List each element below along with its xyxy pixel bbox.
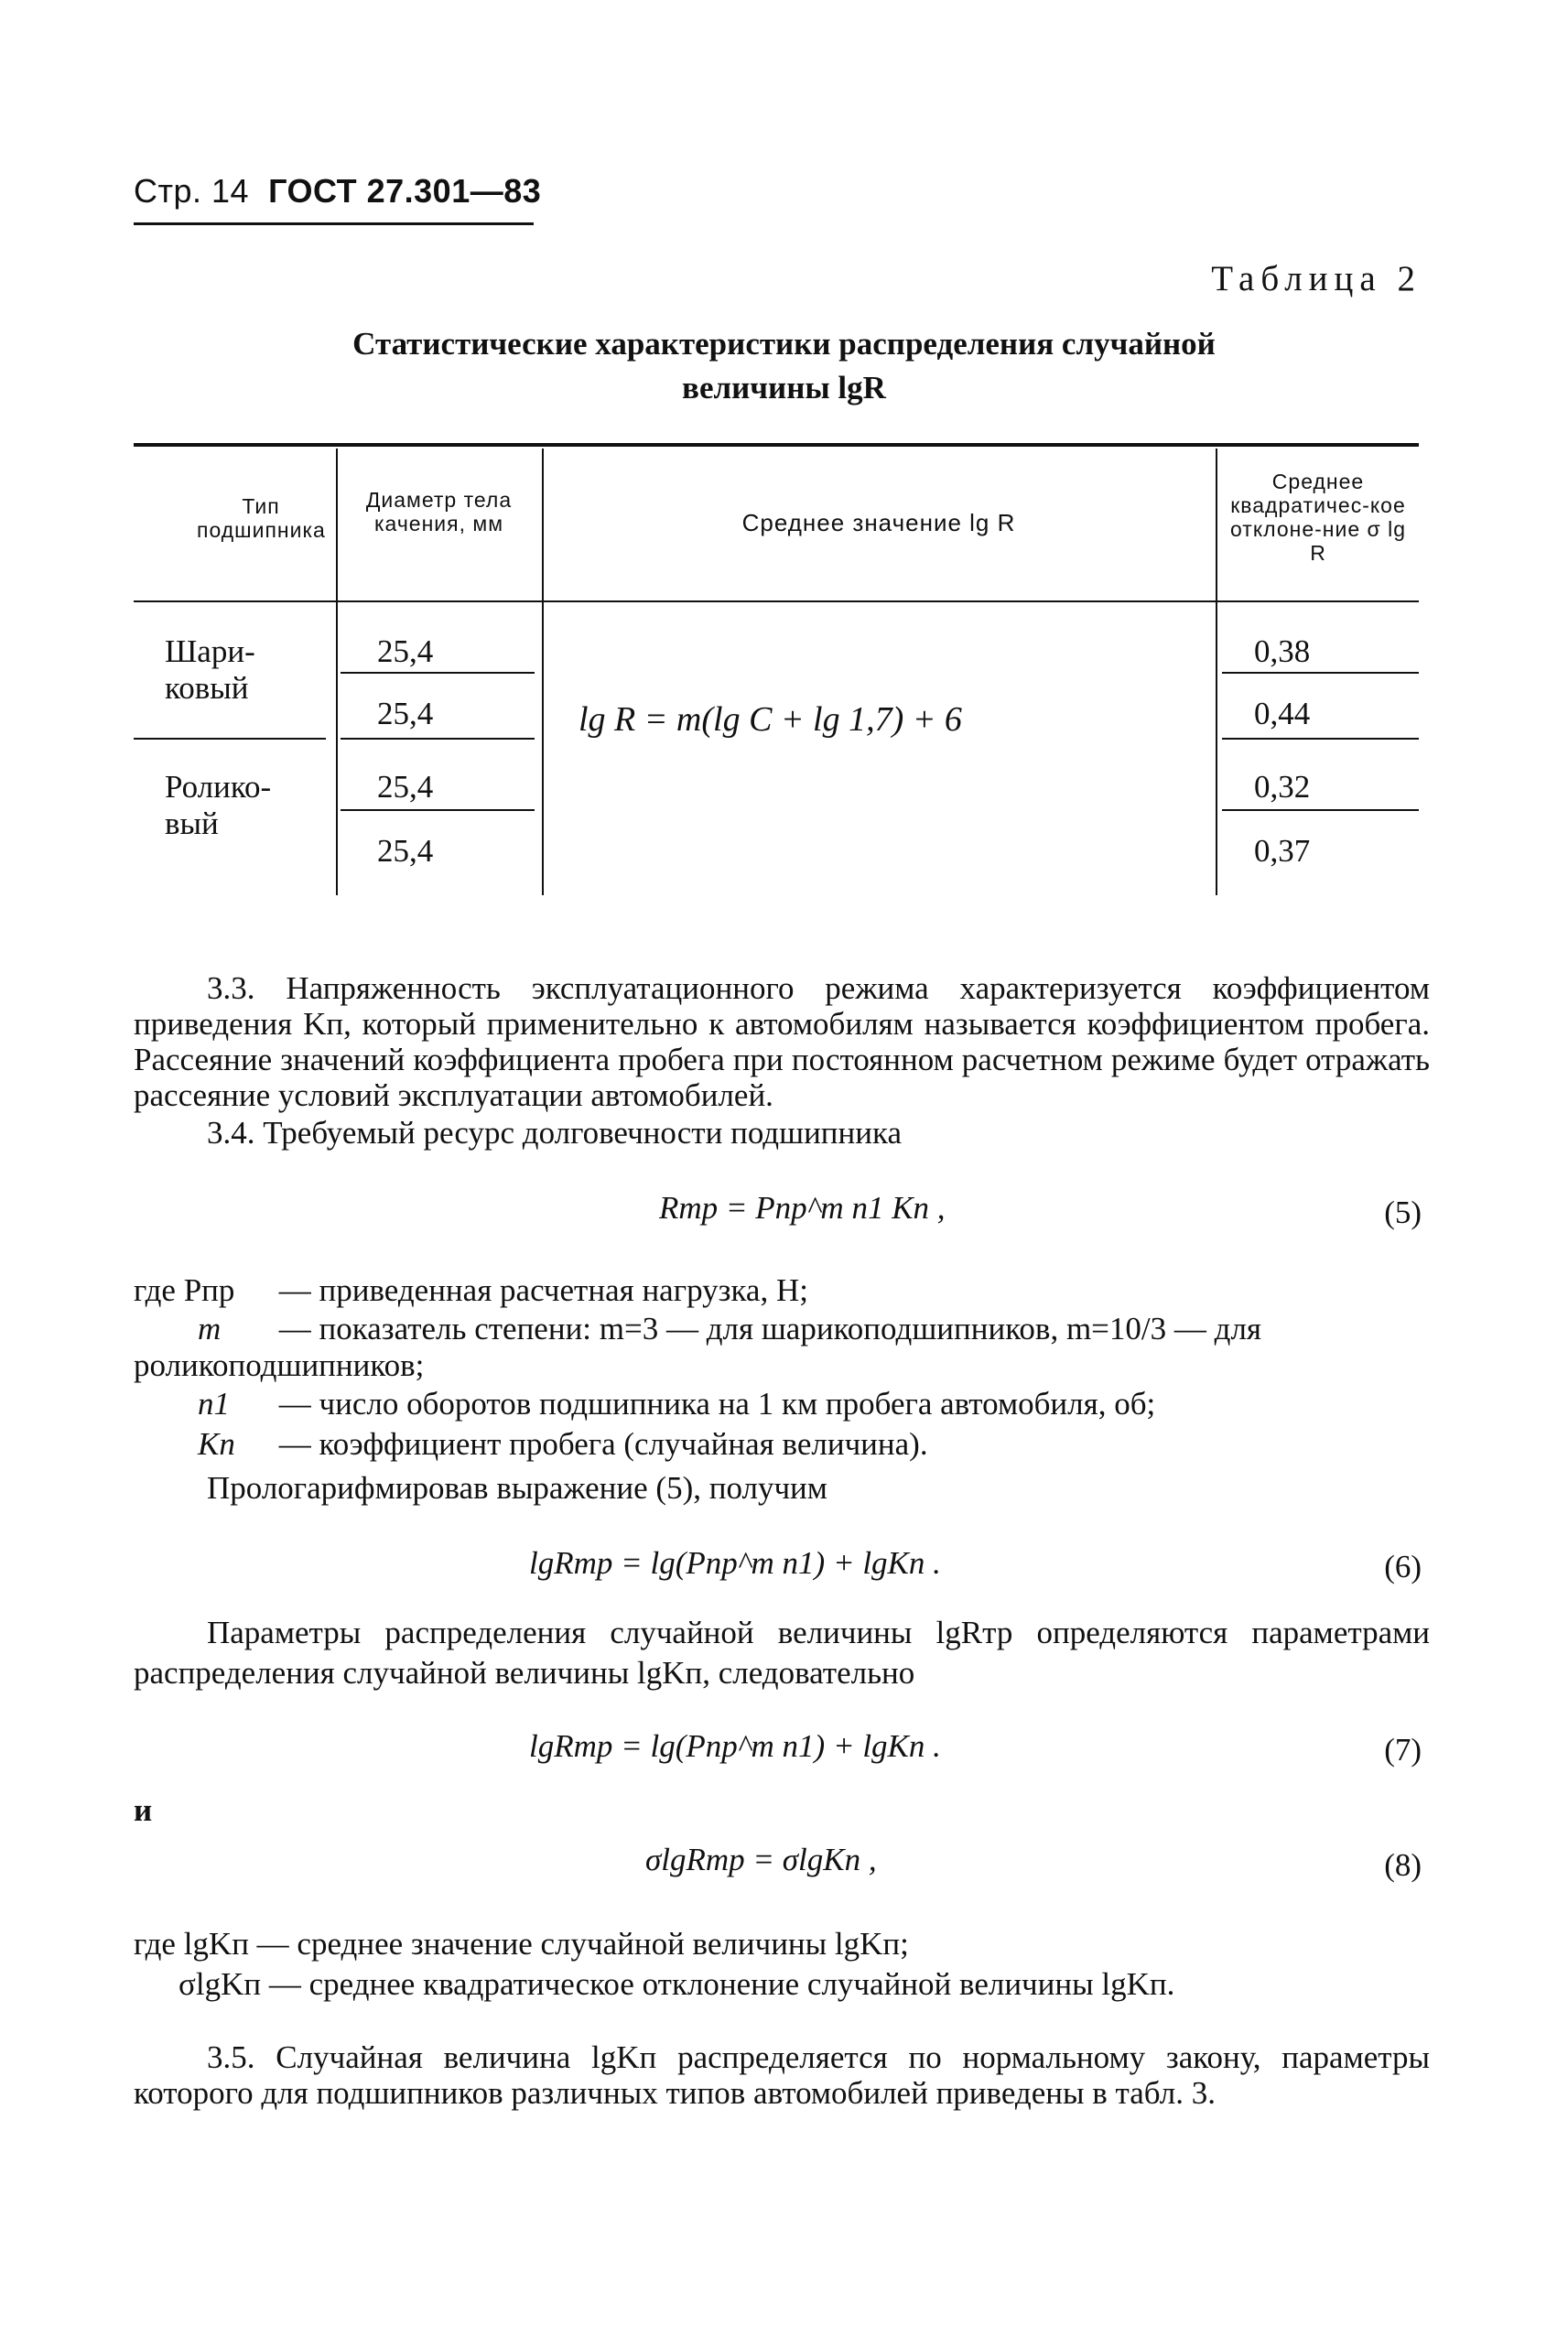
definition-kp	[134, 1426, 1430, 1463]
paragraph-3-4: 3.4. Требуемый ресурс долговечности подшипника	[207, 1115, 902, 1151]
table-top-rule	[134, 443, 1419, 447]
row-roller-std-sep	[1222, 809, 1419, 811]
definition-m-text: — показатель степени: m=3 — для шарикоподшипников, m=10/3 — для роликоподшипников;	[134, 1311, 1262, 1383]
equation-5-number: (5)	[1384, 1195, 1422, 1230]
row-roller-diameter-sep	[341, 809, 535, 811]
definition-m-symbol: m	[198, 1311, 222, 1346]
row-ball-diameter-sep	[341, 672, 535, 674]
row-ball-diameter-1: 25,4	[377, 633, 434, 669]
page-number: Стр. 14	[134, 172, 250, 210]
equation-7-number: (7)	[1384, 1732, 1422, 1768]
table-formula: lg R = m(lg C + lg 1,7) + 6	[579, 700, 962, 739]
header-std: Среднее квадратичес-кое отклоне-ние σ lg R	[1230, 470, 1406, 565]
table-title-line2: величины lgR	[682, 370, 886, 406]
equation-8: σlgRтр = σlgKп ,	[645, 1842, 877, 1877]
page-header	[134, 172, 541, 211]
row-roller-diameter-1: 25,4	[377, 769, 434, 805]
definition-kp-symbol: Kп	[198, 1426, 235, 1462]
row-roller-std-1: 0,32	[1254, 769, 1311, 805]
equation-8-number: (8)	[1384, 1847, 1422, 1883]
definition-n1	[134, 1386, 1430, 1422]
row-separator-diameter	[341, 738, 535, 740]
conjunction-and: и	[134, 1792, 153, 1828]
standard-code: ГОСТ 27.301—83	[268, 172, 542, 210]
row-ball-diameter-2: 25,4	[377, 696, 434, 731]
table-header-rule	[134, 600, 1419, 602]
definition-n1-text: — число оборотов подшипника на 1 км пробега автомобиля, об;	[278, 1386, 1156, 1422]
equation-6-number: (6)	[1384, 1549, 1422, 1584]
header-rule	[134, 222, 534, 225]
definition-lgkp-std: σlgKп — среднее квадратическое отклонение случайной величины lgKп.	[178, 1966, 1175, 2002]
definition-ppr	[134, 1272, 1430, 1309]
definition-n1-symbol: n1	[198, 1386, 230, 1422]
row-roller-type: Ролико-вый	[165, 769, 272, 841]
equation-5: Rтр = Pпр^m n1 Kп ,	[659, 1190, 946, 1226]
row-separator-left	[134, 738, 326, 740]
definition-lgkp-mean: где lgKп — среднее значение случайной величины lgKп;	[134, 1926, 909, 1962]
definition-ppr-symbol: где Pпр	[134, 1272, 235, 1308]
row-ball-type: Шари-ковый	[165, 633, 255, 706]
table-title	[0, 322, 1568, 410]
row-roller-diameter-2: 25,4	[377, 833, 434, 869]
equation-7: lgRтр = lg(Pпр^m n1) + lgKп .	[529, 1728, 941, 1764]
row-roller-std-2: 0,37	[1254, 833, 1311, 869]
definition-kp-text: — коэффициент пробега (случайная величина).	[278, 1426, 928, 1462]
row-ball-std-sep	[1222, 672, 1419, 674]
header-mean: Среднее значение lg R	[741, 509, 1016, 536]
row-separator-std	[1222, 738, 1419, 740]
table-label: Таблица 2	[1211, 259, 1422, 298]
equation-6: lgRтр = lg(Pпр^m n1) + lgKп .	[529, 1545, 941, 1581]
header-type: Тип подшипника	[197, 494, 326, 542]
header-diameter: Диаметр тела качения, мм	[365, 488, 513, 535]
definition-m	[134, 1311, 1430, 1384]
table-col-divider-2	[542, 449, 544, 895]
definition-ppr-text: — приведенная расчетная нагрузка, Н;	[278, 1272, 808, 1308]
log-intro: Прологарифмировав выражение (5), получим	[207, 1470, 827, 1506]
paragraph-params: Параметры распределения случайной величины lgRтр определяются параметрами распределения случайной величины lgKп, следовательно	[134, 1615, 1430, 1691]
row-ball-std-1: 0,38	[1254, 633, 1311, 669]
table-col-divider-3	[1216, 449, 1217, 895]
table-title-line1: Статистические характеристики распределения случайной	[352, 326, 1216, 362]
row-ball-std-2: 0,44	[1254, 696, 1311, 731]
table-col-divider-1	[336, 449, 338, 895]
paragraph-3-3: 3.3. Напряженность эксплуатационного режима характеризуется коэффициентом приведения Kп, который применительно к автомобилям называется коэффициентом пробега. Рассеяние значений коэффициента пробега при постоянном расчетном режиме будет отражать рассеяние условий эксплуатации автомобилей.	[134, 970, 1430, 1113]
paragraph-3-5: 3.5. Случайная величина lgKп распределяется по нормальному закону, параметры которого для подшипников различных типов автомобилей приведены в табл. 3.	[134, 2039, 1430, 2111]
